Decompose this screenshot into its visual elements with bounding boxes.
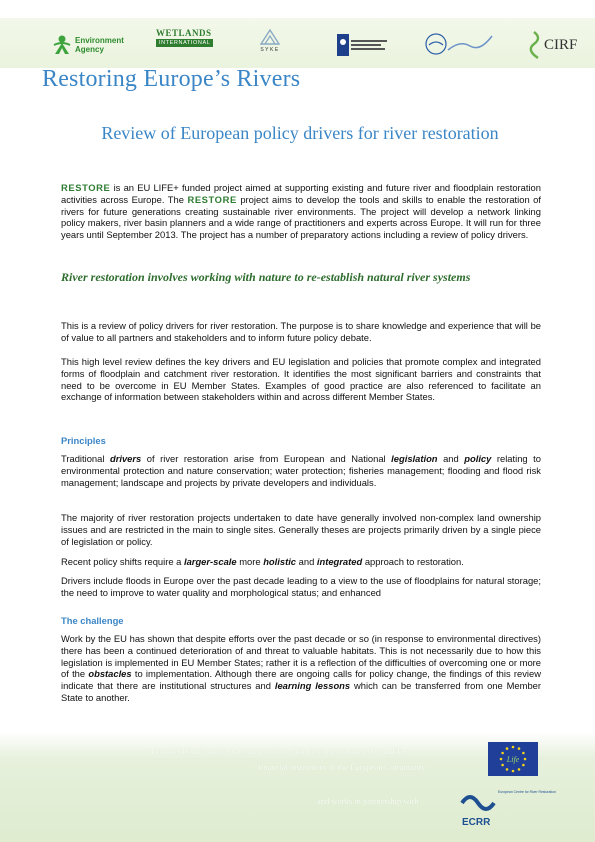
life-label: Life [506,755,520,764]
challenge-paragraph [61,633,541,704]
text-segment: Work by the EU has shown that despite efforts over the past decade or so (in response to environmental directives) there has been a continued deterioration of and threat to valuable habitats. This is not necessarily due to how this legislation is implemented in EU Member States; rather it is a reflection of the difficulties of overcoming one or more of the [61,633,541,680]
text-segment: which can be transferred from one Member State to another. [61,680,542,703]
eu-stars-icon [488,742,538,776]
intro-text-2: project aims to develop the tools and skills to enable the restoration of rivers for future generations creating sustainable river environments. The project will develop a network linking policy makers, river basin planners and a wide range of practitioners and experts across Europe. It will run for three years until September 2013. The project has a number of preparatory actions including a review of policy drivers. [61,193,541,241]
eu-life-logo [488,742,538,776]
emphasis-legislation: legislation [391,453,438,464]
principles-paragraph-2: The majority of river restoration projects undertaken to date have generally involved non-complex land ownership issues and are restricted in the main to single sites. Generally theses are projects primarily driven by a single piece of legislation or policy. [61,512,541,547]
cirf-river-icon [530,30,544,60]
text-segment: and [296,556,317,567]
document-title: Review of European policy drivers for river restoration [101,123,499,143]
text-segment: more [236,556,264,567]
intro-text-1: is an EU LIFE+ funded project aimed at supporting existing and future river and floodplain restoration activities across Europe. The [61,182,541,205]
cirf-logo [530,28,577,62]
principles-paragraph-1 [61,453,541,488]
ministry-emblem-icon [337,34,349,56]
emphasis-holistic: holistic [263,556,297,567]
emphasis-learning-lessons: learning lessons [274,680,351,692]
ecrr-small-label: European Centre for River Restoration [498,790,556,794]
text-segment: Recent policy shifts require a [61,556,184,567]
partner-logo-band [0,18,595,68]
text-segment: and [437,453,465,464]
cirf-label: CIRF [544,37,578,53]
text-segment: of river restoration arise from European and National [141,453,392,464]
text-segment: to implementation. Although there are ongoing calls for policy change, the findings of this review indicate that there are institutional structures and [61,668,542,692]
environment-agency-logo [52,28,127,62]
emphasis-obstacles: obstacles [88,668,132,680]
emphasis-drivers: drivers [109,453,142,464]
river-restoration-logo [424,28,494,62]
ecrr-logo [460,783,556,831]
syke-logo [255,28,285,62]
principles-heading: Principles [61,435,106,446]
environment-agency-icon [52,34,72,56]
challenge-heading: The challenge [61,615,124,626]
ministry-logo [337,28,391,62]
tagline: River restoration involves working with nature to re-establish natural river systems [61,270,471,284]
wetlands-label: WETLANDS [156,28,212,38]
principles-paragraph-3 [61,556,541,568]
restore-highlight: RESTORE [61,182,111,193]
emphasis-policy: policy [464,453,492,464]
ministry-text-icon [349,37,391,53]
purpose-paragraph: This is a review of policy drivers for river restoration. The purpose is to share knowledge and experience that will be of value to all partners and stakeholders and to inform future policy debate. [61,320,541,343]
intro-paragraph [61,182,541,241]
international-label: INTERNATIONAL [156,39,213,47]
syke-label: SYKE [260,47,280,53]
text-segment: Traditional [61,453,110,464]
principles-paragraph-4: Drivers include floods in Europe over the past decade leading to a view to the use of floodplains for natural storage; the need to improve to water quality and morphological status; and enhanced [61,575,541,598]
restore-highlight: RESTORE [187,193,237,205]
wetlands-international-logo [156,28,213,62]
river-logo-icon [424,30,494,60]
emphasis-integrated: integrated [316,556,363,567]
text-segment: approach to restoration. [362,556,464,567]
emphasis-larger-scale: larger-scale [183,556,237,567]
footer-line-1: The RESTORE project is made possible with the contribution of the LIFE+ [150,746,408,756]
ecrr-river-icon [460,783,556,831]
footer-line-3: and works in partnership with [317,796,419,806]
ecrr-label: ECRR [462,817,491,828]
page-title: Restoring Europe’s Rivers [42,66,301,92]
environment-agency-label: Environment Agency [75,36,124,54]
syke-emblem-icon [259,28,281,46]
text-segment: relating to environmental protection and nature conservation; water protection; fisheries management; flooding and flood risk management; landscape and projects by private developers and individuals. [61,453,541,488]
footer-line-2: financial instrument of the European Community [258,762,426,772]
overview-paragraph: This high level review defines the key drivers and EU legislation and policies that promote complex and integrated forms of floodplain and catchment river restoration. It identifies the most significant barriers and constraints that need to be overcome in EU Member States. Examples of good practice are also referenced to facilitate an exchange of information between stakeholders within and across different Member States. [61,356,541,403]
